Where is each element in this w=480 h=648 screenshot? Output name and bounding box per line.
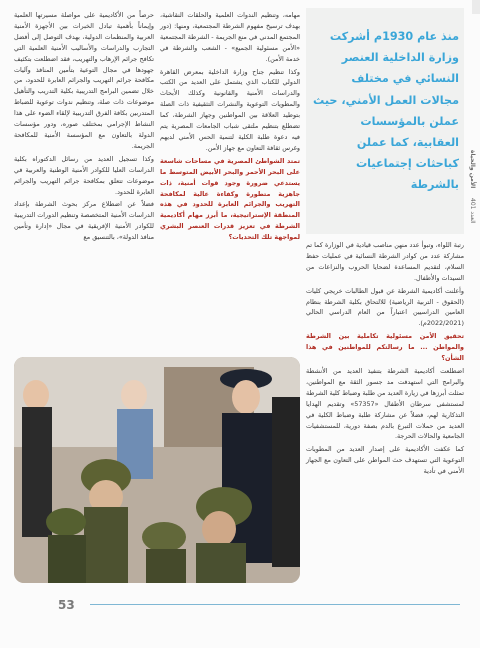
cadets-photo-illustration <box>14 357 300 583</box>
highlight-question: تمتد الشواطئ المصرية في مساحات شاسعة على البحر الأحمر والبحر الأبيض المتوسط ما يستدعي ضرورة وجود قوات أمنية، ذات جاهزية متطورة وكفاءة عالية لمكافحة التهريب والجرائم العابرة للحدود في هذه المنطقة الإستراتيجية، ما أبرز مهام أكاديمية الشرطة في تعزيز قدرات العنصر البشري لمواجهة تلك التحديات؟ <box>160 156 300 242</box>
paragraph: وكذا تسجيل العديد من رسائل الدكتوراه بكلية الدراسات العليا للكوادر الأمنية الوطنية والعربية في موضوعات تتعلق بمكافحة جرائم التهريب والجرائم العابرة للحدود. <box>14 154 154 196</box>
paragraph: اضطلعت أكاديمية الشرطة بتنفيذ العديد من الأنشطة والبرامج التي استهدفت مد جسور الثقة مع المواطنين، تمثلت أبرزها في زيارة العديد من طلبة وضباط كلية الشرطة لمستشفى سرطان الأطفال «57357» وتقديم الهدايا التذكارية لهم، فضلاً عن مشاركة طلبة وضباط الكلية في العديد من حملات التبرع بالدم بصفة دورية، للمستشفيات الجامعية والحالات الحرجة. <box>306 366 464 441</box>
section-label: الأمن والحياة <box>469 150 476 189</box>
paragraph: مهامه، وتنظيم الندوات العلمية والحلقات النقاشية، بهدف ترسيخ مفهوم الشرطة المجتمعية، ومنها: (دور المجتمع المدني في منع الجريمة - الشرطة المجتمعية «الأمن مسئولية الجميع» - الشعب والشرطة في خدمة الأمن). <box>160 11 300 63</box>
cadets-photo <box>14 357 300 583</box>
paragraph: وكذا تنظيم جناح وزارة الداخلية بمعرض القاهرة الدولي للكتاب الذي يشتمل على العديد من الكتب والدراسات الأمنية والقانونية وكذلك الأبحاث والمطويات التوعوية والنشرات التثقيفية ذات الصلة بتوطيد العلاقة بين المواطنين وجهاز الشرطة، كما تضطلع بتنظيم ملتقى شباب الجامعات المصرية يتم فيه دعوة طلبة الكلية لتنمية الحس الأمني لديهم وغرس ثقافة التعاون مع جهاز الأمن. <box>160 67 300 152</box>
paragraph: رتبة اللواء، وتبوأ عدد منهن مناصب قيادية في الوزارة كما تم مشاركة عدد من كوادر الشرطة النسائية في عمليات حفظ السلام، لتقديم المساعدة لضحايا الحروب والنزاعات من السيدات والأطفال. <box>306 241 464 282</box>
issue-label: العدد 401 <box>469 198 476 224</box>
page-number: 53 <box>58 598 75 612</box>
paragraph: كما عكفت الأكاديمية على إصدار العديد من المطويات التوعوية التي تستهدف حث المواطن على التعاون مع الجهاز الأمني في تأدية <box>306 445 464 476</box>
paragraph: فضلاً عن اضطلاع مركز بحوث الشرطة بإعداد الدراسات الأمنية المتخصصة وتنظيم الدورات التدريبية للكوادر الأمنية الإفريقية في مجال «إدارة وتأمين منافذ الدولة»، بالتنسيق مع <box>14 200 154 242</box>
paragraph: وأعلنت أكاديمية الشرطة عن قبول الطالبات خريجي كليات (الحقوق - التربية الرياضية) للالتحاق بكلية الشرطة بنظام العامين الدراسيين اعتباراً من العام الدراسي الحالي (2022/2021م). <box>306 286 464 328</box>
paragraph: حرصاً من الأكاديمية على مواصلة مسيرتها العلمية وإيماناً بأهمية تبادل الخبرات بين الأجهزة الأمنية العربية والمنظمات الدولية، بهدف التوصل إلى أفضل التجارب والدراسات والأساليب الأمنية العلمية التي تكافح جرائم الإرهاب والتهريب، فقد اضطلعت بتكثيف جهودها في مجال التوعية بتأمين المنافذ وآليات مكافحة جرائم التهريب والجرائم العابرة للحدود، من خلال تضمين البرامج التدريبية بكلية التدريب والتأهيل موضوعات ذات صلة، وتنظيم ندوات توعوية للضباط المتدربين بكافة الفرق التدريبية لإلقاء الضوء على هذا النشاط الإجرامي بمختلف صوره، ودور مؤسسات الدولة بالتعاون مع المؤسسة الأمنية للمكافحة الجريمة. <box>14 11 154 150</box>
question-heading: تحقيق الأمن مسئولية تكاملية بين الشرطة والمواطن ... ما رسالتكم للمواطنين في هذا الشأن؟ <box>306 332 464 363</box>
corner-mark <box>472 0 480 14</box>
footer-rule <box>90 604 460 605</box>
middle-column <box>160 10 300 245</box>
side-label <box>466 150 478 240</box>
pull-quote: منذ عام 1930م أشركت وزارة الداخلية العنصر النسائي في مختلف مجالات العمل الأمني، حيث عملن بالمؤسسات العقابية، كما عملن كباحثات إجتماعيات بالشرطة <box>313 30 459 192</box>
right-column <box>306 240 464 479</box>
left-column <box>14 10 154 245</box>
